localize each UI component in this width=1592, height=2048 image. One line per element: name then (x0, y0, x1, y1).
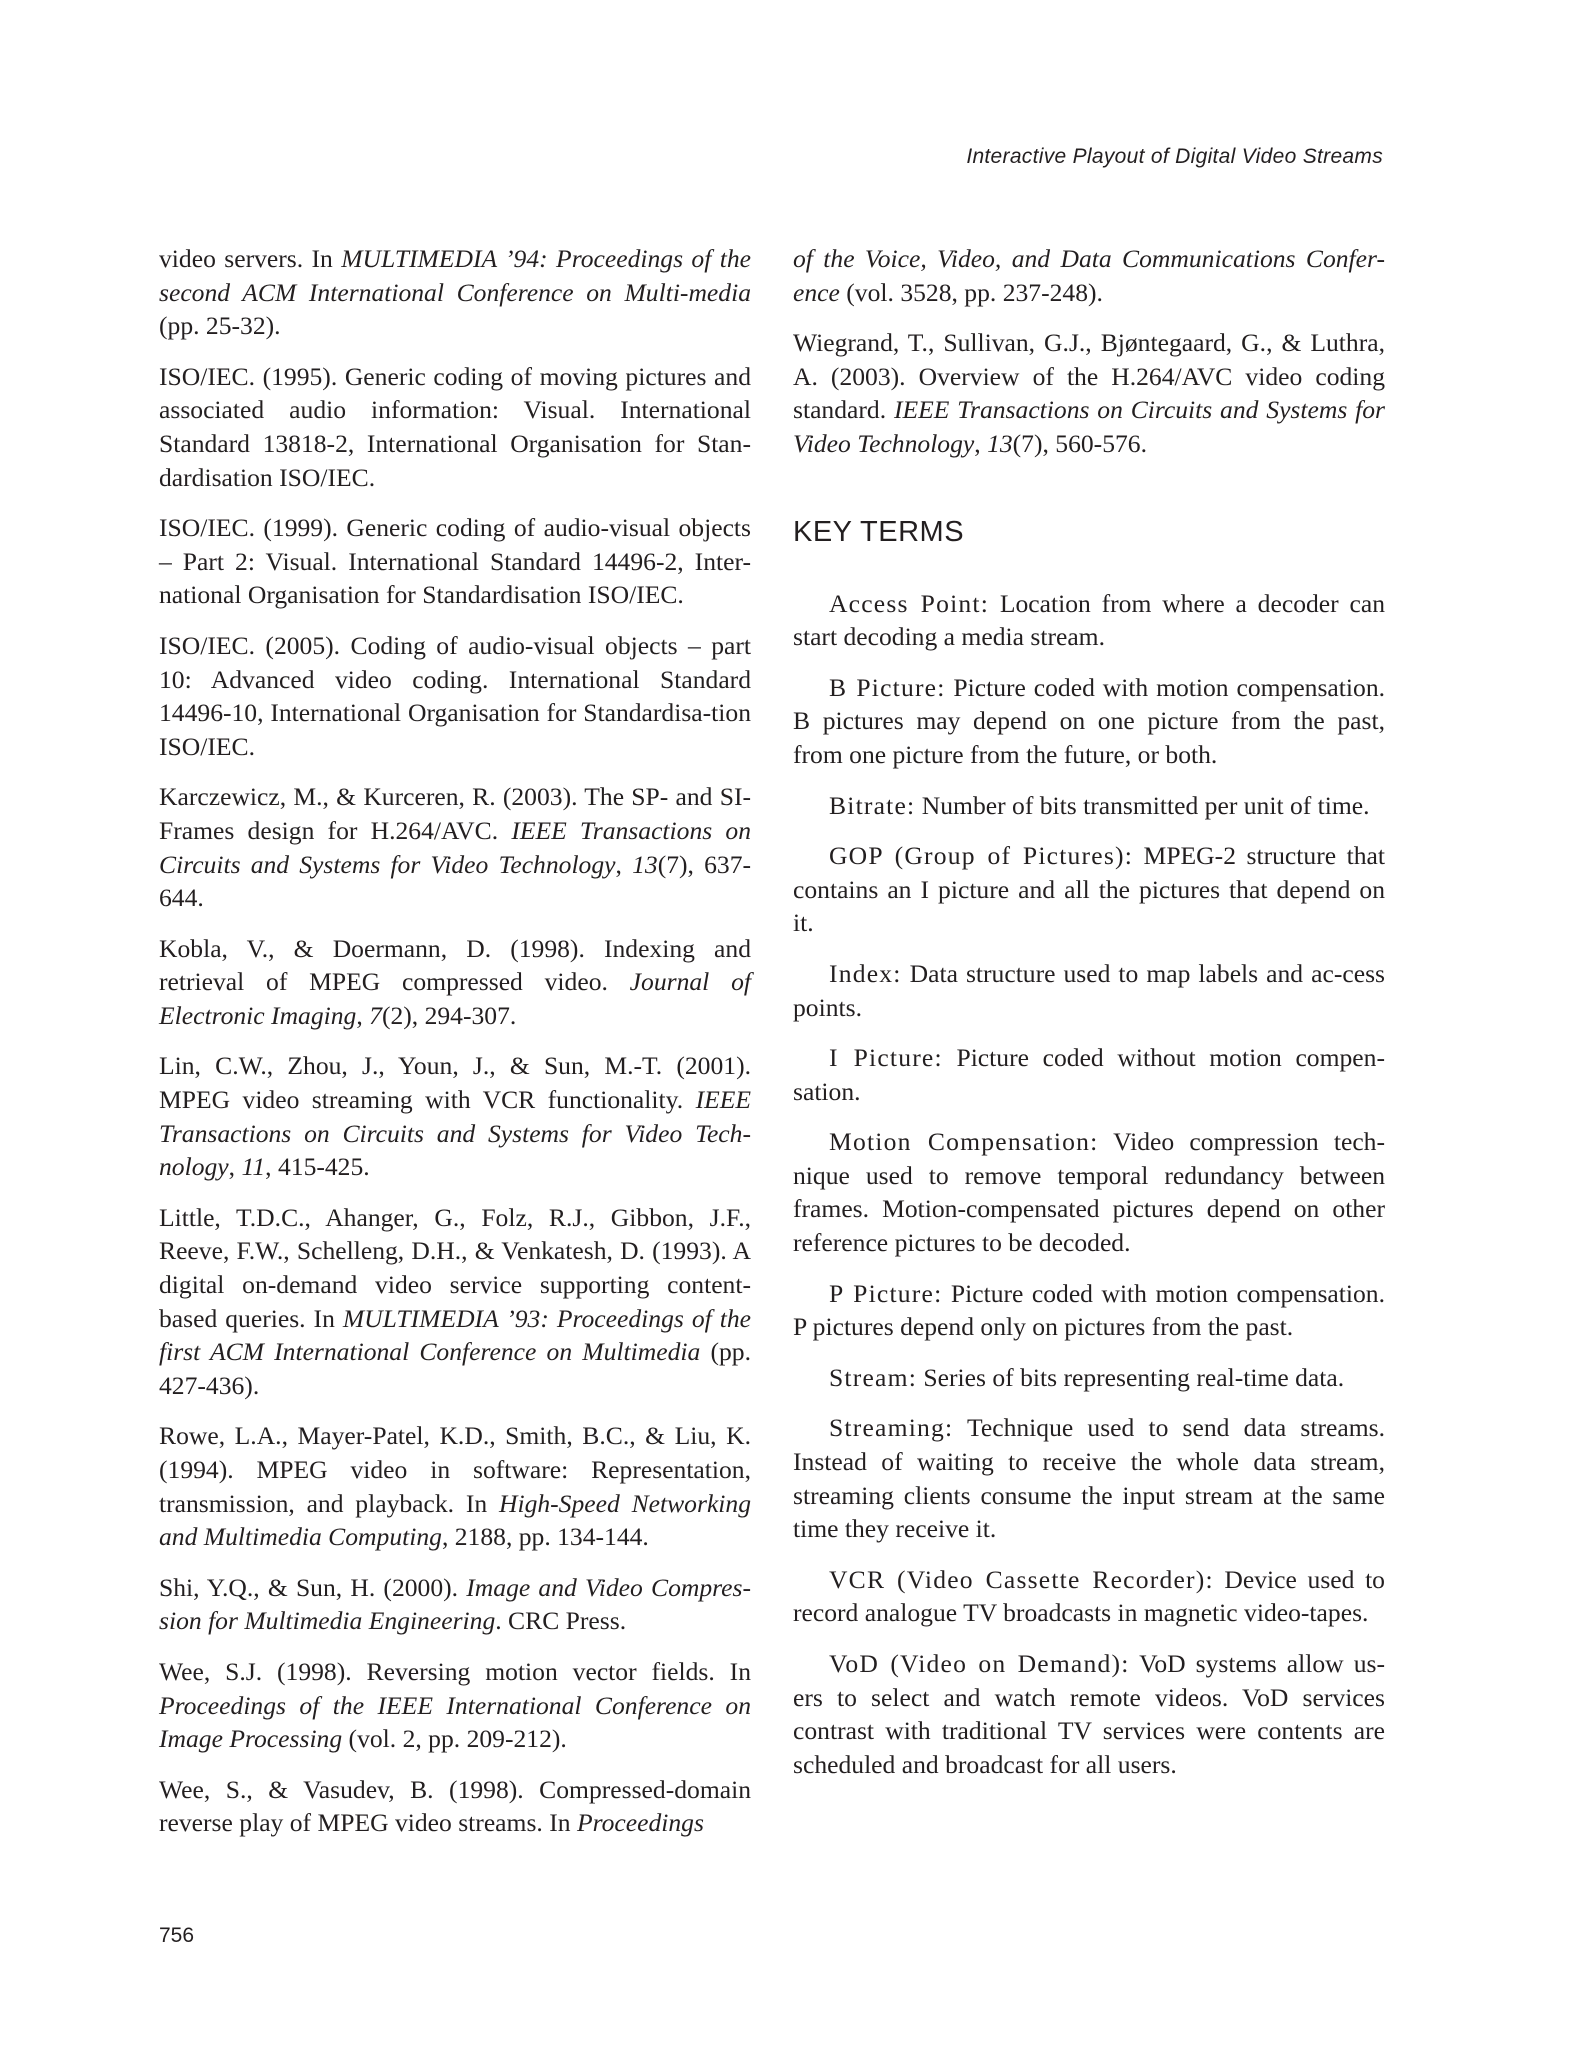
reference-text: , 415-425. (265, 1152, 370, 1182)
key-term-definition: Data structure used to map labels and ac-cess points. (793, 958, 1385, 1022)
reference-text: (pp. 427-436). (159, 1337, 751, 1400)
key-term-entry (793, 789, 1385, 823)
reference-text: Kobla, V., & Doermann, D. (1998). Indexing and retrieval of MPEG compressed video. (159, 933, 751, 997)
reference-entry (159, 511, 751, 612)
key-term-entry (793, 1563, 1385, 1630)
reference-text: Wiegrand, T., Sullivan, G.J., Bjøntegaard, G., & Luthra, A. (2003). Overview of the H.264/AVC video coding standard. (793, 328, 1385, 425)
reference-text: . CRC Press. (495, 1606, 627, 1636)
key-term-name: Motion Compensation: (829, 1127, 1099, 1157)
key-term-entry (793, 839, 1385, 940)
reference-italic-text: High-Speed Networking and Multimedia Computing (159, 1488, 752, 1552)
reference-text: Rowe, L.A., Mayer-Patel, K.D., Smith, B.C., & Liu, K. (1994). MPEG video in software: Representation, transmission, and playback. In (159, 1421, 751, 1518)
key-term-name: Bitrate: (829, 790, 916, 820)
key-term-entry (793, 1041, 1385, 1108)
reference-italic-text: Proceedings of the IEEE International Conference on Image Processing (159, 1690, 751, 1754)
key-term-name: P Picture: (829, 1278, 943, 1308)
reference-italic-text: IEEE Transactions on Circuits and Systems for Video Tech-nology (159, 1085, 751, 1182)
reference-text: (pp. 25-32). (159, 311, 281, 341)
key-term-entry (793, 671, 1385, 772)
key-term-entry (793, 1125, 1385, 1259)
reference-entry (159, 360, 751, 494)
reference-italic-text: of the Voice, Video, and Data Communications Confer-ence (793, 244, 1385, 307)
reference-text: ISO/IEC. (1995). Generic coding of moving pictures and associated audio information: Visual. International Standard 13818-2, International Organisation for Stan-dardisation ISO/IEC. (159, 361, 751, 492)
key-term-definition: MPEG-2 structure that contains an I picture and all the pictures that depend on it. (793, 841, 1385, 938)
key-term-definition: Video compression tech-nique used to remove temporal redundancy between frames. Motion-compensated pictures depend on other reference pictures to be decoded. (793, 1127, 1385, 1258)
references-right (793, 242, 1385, 461)
key-term-definition: Picture coded with motion compensation. B pictures may depend on one picture from the past, from one picture from the future, or both. (793, 672, 1386, 769)
key-term-entry (793, 587, 1385, 654)
reference-text: ISO/IEC. (2005). Coding of audio-visual objects – part 10: Advanced video coding. International Standard 14496-10, International Organisation for Standardisa-tion ISO/IEC. (159, 630, 751, 761)
reference-text: Little, T.D.C., Ahanger, G., Folz, R.J., Gibbon, J.F., Reeve, F.W., Schelleng, D.H., & Venkatesh, D. (1993). A digital on-demand video service supporting content-based queries. In (159, 1202, 751, 1333)
reference-italic-text: 13 (987, 428, 1013, 458)
references-left-column (159, 242, 751, 1857)
key-term-definition: Series of bits representing real-time data. (917, 1362, 1345, 1392)
reference-italic-text: MULTIMEDIA ’94: Proceedings of the second ACM International Conference on Multi-media (159, 244, 751, 307)
key-term-definition: Technique used to send data streams. Instead of waiting to receive the whole data stream, streaming clients consume the input stream at the same time they receive it. (793, 1413, 1385, 1544)
key-term-name: VCR (Video Cassette Recorder): (829, 1564, 1214, 1594)
key-term-definition: Picture coded with motion compensation. P pictures depend only on pictures from the past. (793, 1278, 1386, 1342)
reference-italic-text: 11 (241, 1152, 266, 1182)
key-term-entry (793, 1411, 1385, 1545)
reference-italic-text: Journal of Electronic Imaging (159, 967, 751, 1030)
reference-entry (159, 1773, 751, 1840)
reference-text: , (356, 1000, 370, 1030)
reference-text: Wee, S., & Vasudev, B. (1998). Compressed-domain reverse play of MPEG video streams. In (159, 1774, 751, 1838)
reference-italic-text: IEEE Transactions on Circuits and Systems for Video Technology (793, 395, 1385, 458)
key-term-definition: Number of bits transmitted per unit of time. (915, 790, 1370, 820)
key-term-name: GOP (Group of Pictures): (829, 841, 1134, 871)
key-term-name: Streaming: (829, 1413, 954, 1443)
reference-entry (793, 242, 1385, 309)
key-term-entry (793, 1277, 1385, 1344)
reference-text: , (615, 849, 633, 879)
reference-entry (159, 242, 751, 343)
key-term-entry (793, 1647, 1385, 1781)
reference-italic-text: Image and Video Compres-sion for Multimedia Engineering (159, 1572, 751, 1636)
reference-text: (vol. 3528, pp. 237-248). (839, 277, 1103, 307)
reference-entry (159, 1201, 751, 1403)
reference-entry (159, 1419, 751, 1553)
reference-italic-text: 13 (632, 849, 658, 879)
key-term-definition: Device used to record analogue TV broadcasts in magnetic video-tapes. (793, 1564, 1385, 1628)
reference-italic-text: MULTIMEDIA ’93: Proceedings of the first ACM International Conference on Multimedia (159, 1303, 751, 1367)
reference-text: Lin, C.W., Zhou, J., Youn, J., & Sun, M.-T. (2001). MPEG video streaming with VCR functionality. (159, 1051, 751, 1115)
reference-entry (159, 1571, 751, 1638)
reference-text: (7), 560-576. (1012, 428, 1147, 458)
key-term-entry (793, 957, 1385, 1024)
reference-entry (159, 1655, 751, 1756)
key-term-name: Stream: (829, 1362, 918, 1392)
reference-text: video servers. In (159, 244, 342, 273)
right-column (793, 242, 1385, 1798)
reference-text: Shi, Y.Q., & Sun, H. (2000). (159, 1572, 467, 1602)
key-term-name: I Picture: (829, 1043, 943, 1073)
key-term-name: VoD (Video on Demand): (829, 1649, 1130, 1678)
key-terms-list (793, 587, 1385, 1782)
reference-entry (793, 326, 1385, 460)
key-terms-heading: KEY TERMS (793, 515, 965, 548)
reference-text: (2), 294-307. (381, 1000, 517, 1030)
page-number: 756 (159, 1924, 195, 1947)
reference-text: Karczewicz, M., & Kurceren, R. (2003). The SP- and SI-Frames design for H.264/AVC. (159, 782, 751, 845)
reference-text: , (974, 428, 988, 458)
reference-italic-text: 7 (369, 1000, 382, 1030)
key-term-definition: VoD systems allow us-ers to select and watch remote videos. VoD services contrast with traditional TV services were contents are scheduled and broadcast for all users. (793, 1649, 1385, 1779)
reference-text: (7), 637-644. (159, 849, 752, 913)
reference-text: (vol. 2, pp. 209-212). (342, 1724, 567, 1754)
running-head: Interactive Playout of Digital Video Streams (966, 145, 1383, 168)
key-term-name: B Picture: (829, 672, 946, 702)
reference-entry (159, 1049, 751, 1183)
reference-italic-text: Proceedings (576, 1808, 704, 1838)
reference-entry (159, 629, 751, 763)
reference-entry (159, 932, 751, 1033)
key-term-definition: Picture coded without motion compen-sation. (793, 1043, 1385, 1106)
key-term-name: Access Point: (829, 588, 990, 618)
reference-text: ISO/IEC. (1999). Generic coding of audio-visual objects – Part 2: Visual. International Standard 14496-2, Inter-national Organisation for Standardisation ISO/IEC. (159, 513, 751, 610)
reference-text: , 2188, pp. 134-144. (441, 1522, 649, 1552)
reference-text: , (228, 1152, 242, 1182)
key-term-entry (793, 1361, 1385, 1395)
key-term-definition: Location from where a decoder can start decoding a media stream. (793, 588, 1385, 652)
reference-italic-text: IEEE Transactions on Circuits and Systems for Video Technology (159, 815, 751, 879)
key-term-name: Index: (829, 958, 902, 988)
reference-entry (159, 780, 751, 914)
reference-text: Wee, S.J. (1998). Reversing motion vector fields. In (159, 1656, 751, 1686)
